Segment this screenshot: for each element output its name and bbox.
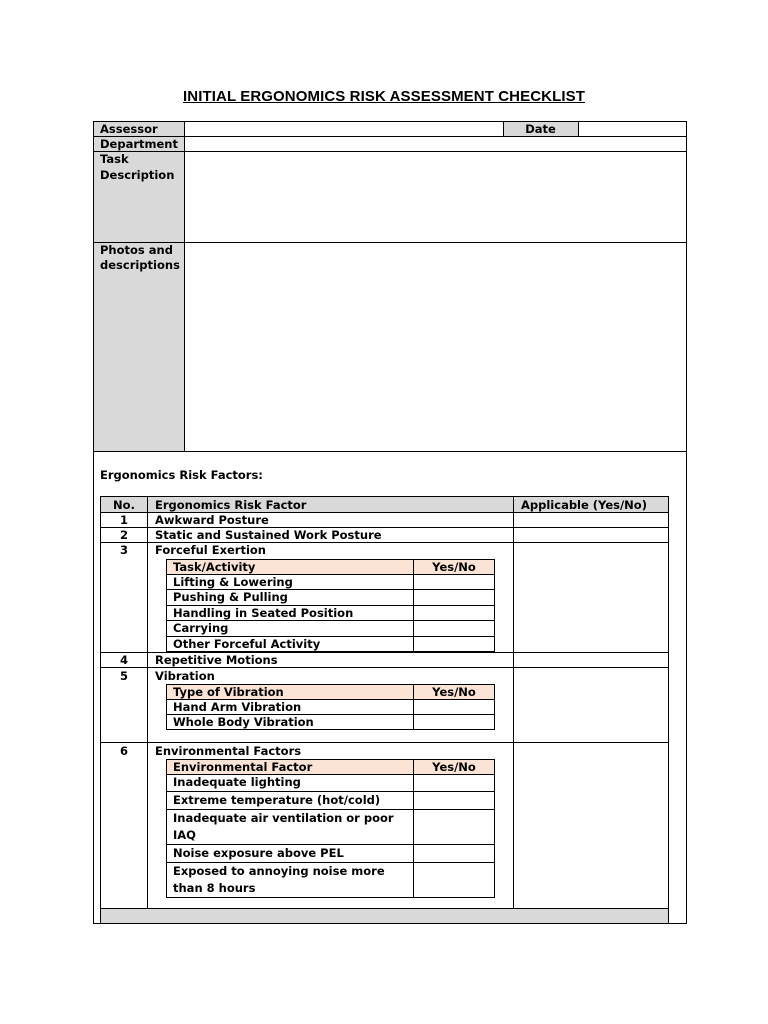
yesno-field[interactable] [414, 810, 494, 844]
applicable-field[interactable] [514, 743, 668, 908]
yesno-field[interactable] [414, 621, 494, 636]
environmental-head: Environmental Factor [173, 760, 313, 774]
task-description-field[interactable] [185, 152, 686, 242]
photos-field[interactable] [185, 243, 686, 451]
col-applicable-header: Applicable (Yes/No) [521, 498, 647, 512]
applicable-field[interactable] [514, 528, 668, 542]
forceful-yesno-head: Yes/No [432, 560, 476, 574]
row-factor: Forceful Exertion [155, 543, 266, 557]
task-description-label-line1: Task [100, 152, 129, 166]
yesno-field[interactable] [414, 606, 494, 620]
environmental-item: Inadequate lighting [173, 775, 301, 789]
row-factor: Awkward Posture [155, 513, 269, 527]
row-no: 1 [119, 513, 128, 527]
yesno-field[interactable] [414, 792, 494, 809]
department-field[interactable] [185, 137, 686, 151]
vibration-item: Hand Arm Vibration [173, 700, 302, 714]
yesno-field[interactable] [414, 863, 494, 897]
yesno-field[interactable] [414, 845, 494, 862]
vibration-item: Whole Body Vibration [173, 715, 314, 729]
row-no: 4 [119, 653, 128, 667]
photos-label-line1: Photos and [100, 243, 173, 257]
row-no: 3 [119, 543, 128, 557]
applicable-field[interactable] [514, 513, 668, 527]
environmental-item: Extreme temperature (hot/cold) [173, 793, 381, 807]
forceful-item: Carrying [173, 621, 229, 635]
row-no: 6 [119, 744, 128, 758]
environmental-item: Noise exposure above PEL [173, 846, 344, 860]
col-no-header: No. [113, 498, 135, 512]
row-no: 2 [119, 528, 128, 542]
page-title: INITIAL ERGONOMICS RISK ASSESSMENT CHECKLIST [183, 88, 585, 105]
task-description-label-line2: Description [100, 168, 175, 182]
row-no: 5 [119, 669, 128, 683]
yesno-field[interactable] [414, 775, 494, 791]
environmental-item: Inadequate air ventilation or poor [173, 811, 394, 825]
environmental-yesno-head: Yes/No [432, 760, 476, 774]
applicable-field[interactable] [514, 653, 668, 667]
col-factor-header: Ergonomics Risk Factor [155, 498, 307, 512]
environmental-item-cont: than 8 hours [173, 881, 256, 895]
risk-section-title: Ergonomics Risk Factors: [100, 468, 263, 482]
row-factor: Vibration [155, 669, 215, 683]
forceful-item: Handling in Seated Position [173, 606, 354, 620]
row-factor: Static and Sustained Work Posture [155, 528, 382, 542]
forceful-item: Lifting & Lowering [173, 575, 293, 589]
environmental-item: Exposed to annoying noise more [173, 864, 385, 878]
environmental-item-cont: IAQ [173, 828, 196, 842]
yesno-field[interactable] [414, 700, 494, 714]
yesno-field[interactable] [414, 575, 494, 589]
forceful-item: Other Forceful Activity [173, 637, 321, 651]
forceful-item: Pushing & Pulling [173, 590, 288, 604]
row-factor: Repetitive Motions [155, 653, 278, 667]
applicable-field[interactable] [514, 543, 668, 652]
forceful-head: Task/Activity [173, 560, 256, 574]
department-label: Department [100, 137, 178, 151]
yesno-field[interactable] [414, 590, 494, 605]
assessor-field[interactable] [185, 122, 503, 136]
assessor-label: Assessor [100, 122, 158, 136]
yesno-field[interactable] [414, 715, 494, 729]
date-label: Date [525, 122, 556, 136]
yesno-field[interactable] [414, 637, 494, 651]
photos-label-line2: descriptions [100, 258, 180, 272]
vibration-yesno-head: Yes/No [432, 685, 476, 699]
applicable-field[interactable] [514, 668, 668, 742]
row-factor: Environmental Factors [155, 744, 302, 758]
vibration-head: Type of Vibration [173, 685, 284, 699]
date-field[interactable] [579, 122, 686, 136]
